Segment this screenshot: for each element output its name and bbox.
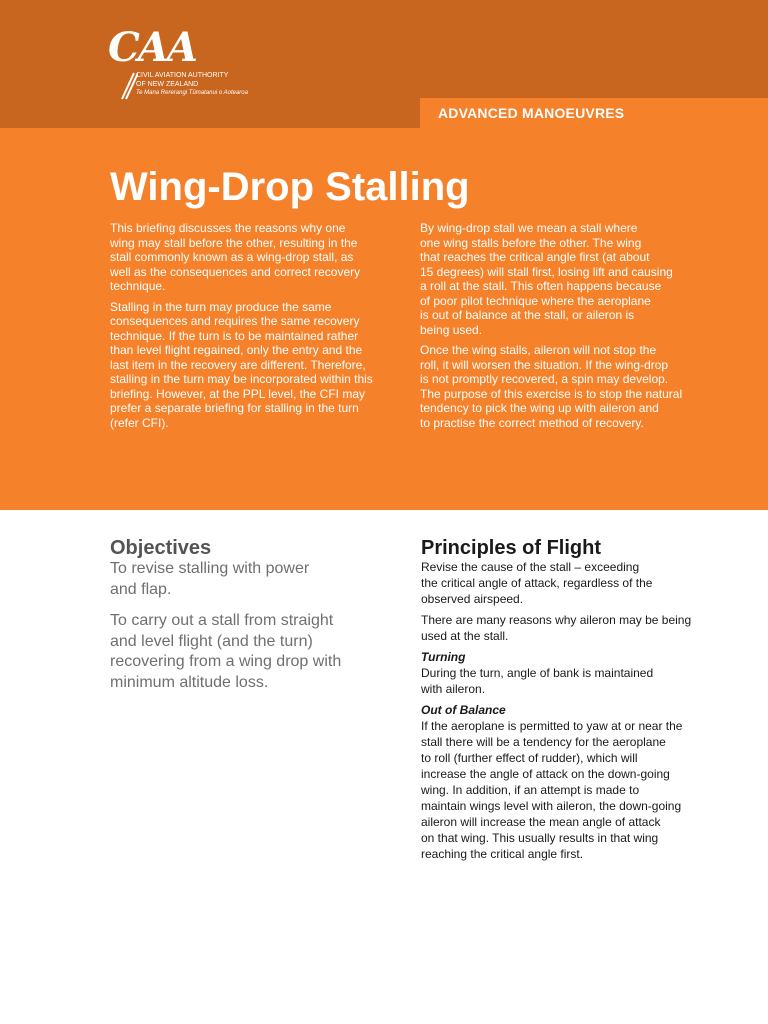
text-line: recovering from a wing drop with xyxy=(110,653,342,670)
text-line: and flap. xyxy=(110,580,172,598)
logo-mark: CAA xyxy=(108,24,196,71)
principles-paragraph xyxy=(421,559,741,607)
objective-paragraph xyxy=(110,611,400,693)
text-line: of poor pilot technique where the aeroplane xyxy=(420,293,651,308)
text-line: roll, it will worsen the situation. If the wing-drop xyxy=(420,357,669,372)
text-line: technique. If the turn is to be maintained rather xyxy=(110,328,359,343)
logo-text xyxy=(136,71,248,98)
text-line: During the turn, angle of bank is maintained xyxy=(421,666,654,680)
turning-paragraph xyxy=(421,665,741,697)
objectives-heading: Objectives xyxy=(110,537,212,559)
text-line: observed airspeed. xyxy=(421,592,524,606)
text-line: with aileron. xyxy=(421,682,486,696)
text-line: Once the wing stalls, aileron will not stop the xyxy=(420,343,657,357)
text-line: increase the angle of attack on the down-going xyxy=(421,767,670,781)
text-line: By wing-drop stall we mean a stall where xyxy=(420,221,638,235)
text-line: stall commonly known as a wing-drop stall, as xyxy=(110,250,354,264)
text-line: stall there will be a tendency for the aeroplane xyxy=(421,735,666,749)
text-line: to roll (further effect of rudder), which will xyxy=(421,751,638,765)
text-line: maintain wings level with aileron, the down-going xyxy=(421,799,682,813)
objectives-section xyxy=(110,559,400,704)
intro-paragraph xyxy=(110,221,400,294)
text-line: briefing. However, at the PPL level, the CFI may xyxy=(110,386,366,401)
text-line: wing may stall before the other, resulting in the xyxy=(110,235,358,250)
intro-paragraph xyxy=(110,300,400,431)
text-line: wing. In addition, if an attempt is made to xyxy=(421,783,640,797)
text-line: aileron will increase the mean angle of attack xyxy=(421,815,661,829)
logo-line: OF NEW ZEALAND xyxy=(136,81,199,88)
text-line: To carry out a stall from straight xyxy=(110,612,334,629)
text-line: one wing stalls before the other. The wing xyxy=(420,235,642,250)
text-line: This briefing discusses the reasons why one xyxy=(110,221,346,235)
text-line: reaching the critical angle first. xyxy=(421,847,584,861)
text-line: a roll at the stall. This often happens because xyxy=(420,279,662,293)
logo-slash-icon xyxy=(118,71,138,101)
text-line: consequences and requires the same recovery xyxy=(110,314,360,328)
text-line: the critical angle of attack, regardless of the xyxy=(421,576,653,590)
text-line: If the aeroplane is permitted to yaw at or near the xyxy=(421,719,683,733)
text-line: is out of balance at the stall, or aileron is xyxy=(420,308,635,322)
principles-heading: Principles of Flight xyxy=(421,537,602,559)
text-line: stalling in the turn may be incorporated within this xyxy=(110,372,373,386)
caa-logo xyxy=(108,25,278,110)
principles-section xyxy=(421,559,741,867)
text-line: 15 degrees) will stall first, losing lift and causing xyxy=(420,264,673,279)
text-line: (refer CFI). xyxy=(110,415,169,430)
principles-paragraph xyxy=(421,612,741,644)
logo-line: CIVIL AVIATION AUTHORITY xyxy=(136,72,229,79)
text-line: last item in the recovery are different. Therefore, xyxy=(110,357,366,372)
text-line: Stalling in the turn may produce the same xyxy=(110,299,332,314)
balance-subheading: Out of Balance xyxy=(421,703,506,717)
section-label: ADVANCED MANOEUVRES xyxy=(438,105,625,121)
text-line: Revise the cause of the stall – exceeding xyxy=(421,560,640,574)
turning-subheading: Turning xyxy=(421,650,466,664)
text-line: used at the stall. xyxy=(421,629,509,643)
section-tab xyxy=(420,98,768,128)
text-line: is not promptly recovered, a spin may develop. xyxy=(420,372,669,386)
text-line: prefer a separate briefing for stalling in the turn xyxy=(110,401,359,415)
objective-paragraph xyxy=(110,559,400,600)
intro-paragraph xyxy=(420,343,720,430)
text-line: being used. xyxy=(420,322,483,337)
balance-paragraph xyxy=(421,718,741,862)
intro-paragraph xyxy=(420,221,720,337)
text-line: tendency to pick the wing up with aileron and xyxy=(420,401,659,415)
text-line: minimum altitude loss. xyxy=(110,673,269,691)
text-line: The purpose of this exercise is to stop the natural xyxy=(420,386,683,401)
text-line: To revise stalling with power xyxy=(110,560,310,577)
logo-tagline: Te Mana Rererangi Tūmatanui o Aotearoa xyxy=(136,90,248,96)
text-line: than level flight regained, only the entry and the xyxy=(110,343,363,357)
text-line: and level flight (and the turn) xyxy=(110,632,313,650)
intro-right-column xyxy=(420,221,720,436)
intro-left-column xyxy=(110,221,400,436)
text-line: on that wing. This usually results in that wing xyxy=(421,831,659,845)
text-line: well as the consequences and correct recovery xyxy=(110,264,361,279)
text-line: to practise the correct method of recovery. xyxy=(420,415,644,430)
text-line: technique. xyxy=(110,279,166,293)
page-title: Wing-Drop Stalling xyxy=(110,165,470,209)
text-line: There are many reasons why aileron may be being xyxy=(421,613,692,627)
text-line: that reaches the critical angle first (at about xyxy=(420,250,650,264)
